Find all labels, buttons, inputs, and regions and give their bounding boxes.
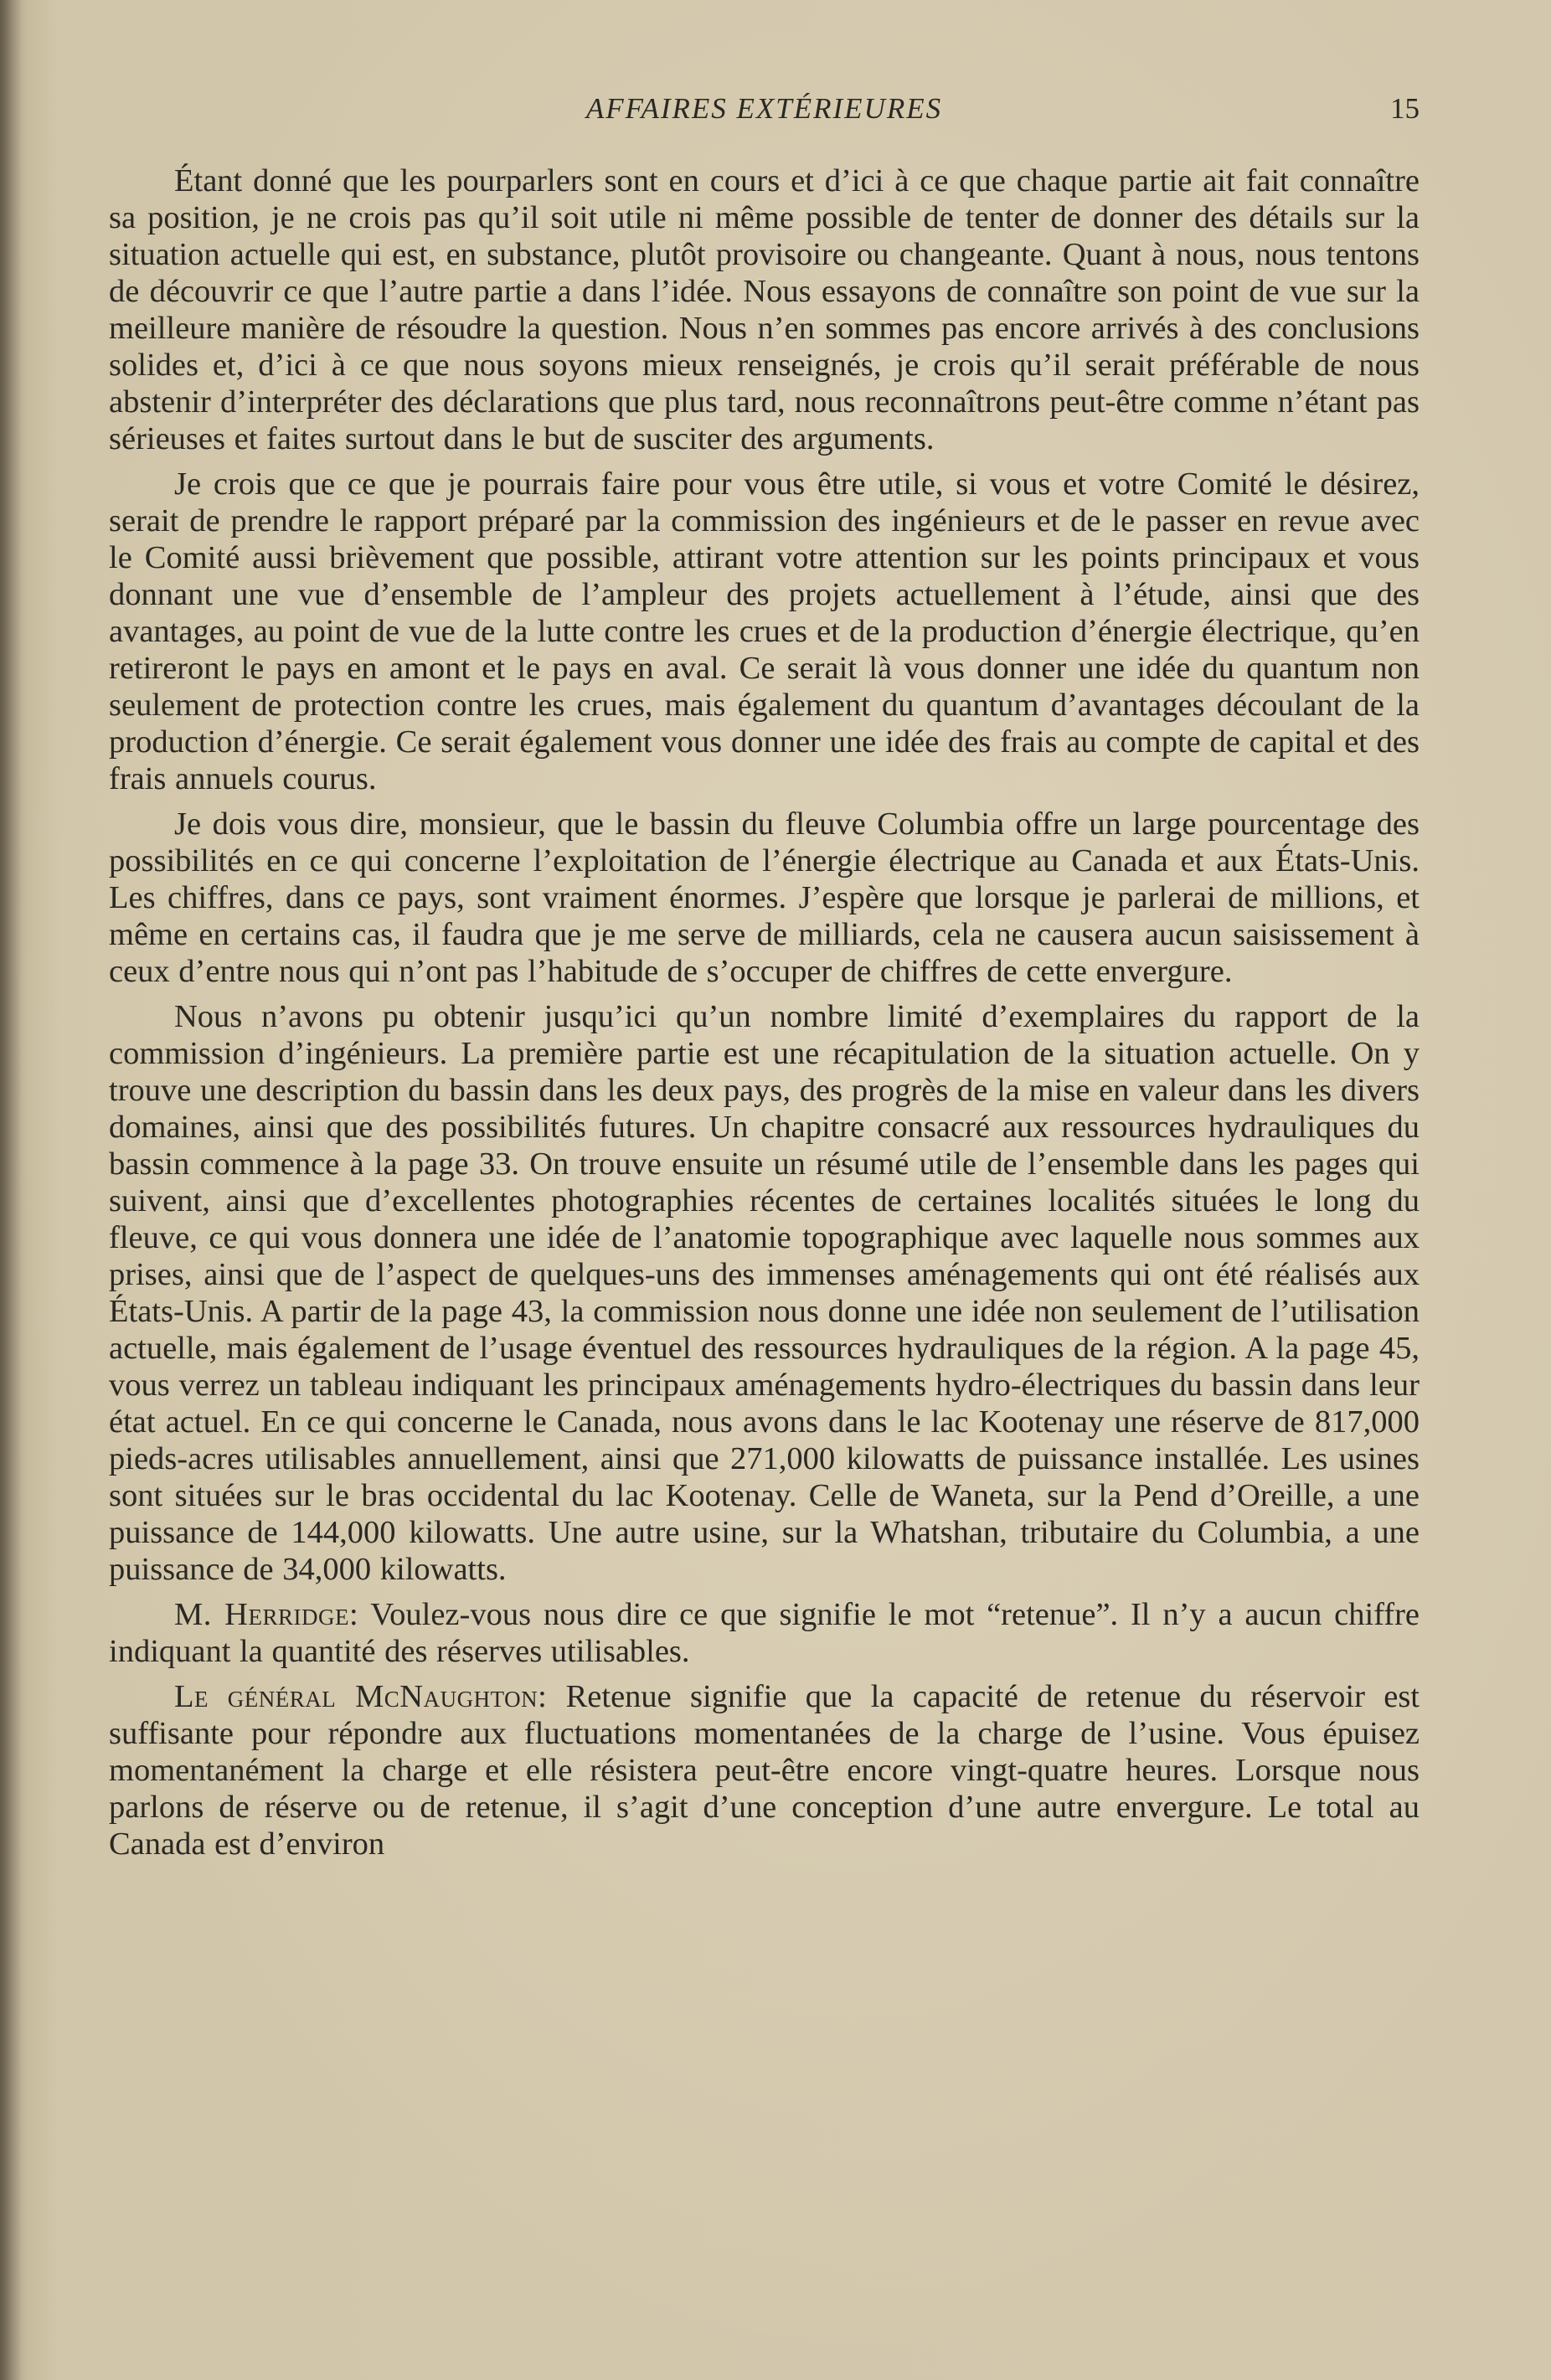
binding-shadow xyxy=(0,0,22,2380)
page-number: 15 xyxy=(1390,92,1420,125)
running-head xyxy=(109,90,1420,131)
paragraph-4 xyxy=(109,998,1420,1588)
paragraph-2 xyxy=(109,466,1420,797)
paragraph-3 xyxy=(109,806,1420,990)
running-title: AFFAIRES EXTÉRIEURES xyxy=(585,92,943,125)
paragraph-5 xyxy=(109,1596,1420,1670)
text-body xyxy=(109,162,1420,1871)
paragraph-1 xyxy=(109,162,1420,457)
paragraph-text: Retenue signifie que la capacité de retenue du réservoir est suffisante pour répondre aux fluctuations momentanées de la charge de l’usine. Vous épuisez momentanément la charge et elle résistera peut-être encore vingt-quatre heures. Lorsque nous parlons de réserve ou de retenue, il s’agit d’une conception d’une autre envergure. Le total au Canada est d’environ xyxy=(109,1679,1420,1862)
paragraph-text: Nous n’avons pu obtenir jusqu’ici qu’un nombre limité d’exemplaires du rapport de la commission d’ingénieurs. La première partie est une récapitulation de la situation actuelle. On y trouve une description du bassin dans les deux pays, des progrès de la mise en valeur dans les divers domaines, ainsi que des possibilités futures. Un chapitre consacré aux ressources hydrauliques du bassin commence à la page 33. On trouve ensuite un résumé utile de l’ensemble dans les pages qui suivent, ainsi que d’excellentes photographies récentes de certaines localités situées le long du fleuve, ce qui vous donnera une idée de l’anatomie topographique avec laquelle nous sommes aux prises, ainsi que de l’aspect de quelques-uns des immenses aménagements qui ont été réalisés aux États-Unis. A partir de la page 43, la commission nous donne une idée non seulement de l’utilisation actuelle, mais également de l’usage éventuel des ressources hydrauliques de la région. A la page 45, vous verrez un tableau indiquant les principaux aménagements hydro-électriques du bassin dans leur état actuel. En ce qui concerne le Canada, nous avons dans le lac Kootenay une réserve de 817,000 pieds-acres utilisables annuellement, ainsi que 271,000 kilowatts de puissance installée. Les usines sont situées sur le bras occidental du lac Kootenay. Celle de Waneta, sur la Pend d’Oreille, a une puissance de 144,000 kilowatts. Une autre usine, sur la Whatshan, tributaire du Columbia, a une puissance de 34,000 kilowatts. xyxy=(109,999,1420,1587)
speaker-name: M. Herridge: xyxy=(174,1597,359,1632)
paragraph-6 xyxy=(109,1678,1420,1862)
paragraph-text: Je crois que ce que je pourrais faire pour vous être utile, si vous et votre Comité le désirez, serait de prendre le rapport préparé par la commission des ingénieurs et de le passer en revue avec le Comité aussi brièvement que possible, attirant votre attention sur les points principaux et vous donnant une vue d’ensemble de l’ampleur des projets actuellement à l’étude, ainsi que des avantages, au point de vue de la lutte contre les crues et de la production d’énergie électrique, qu’en retireront le pays en amont et le pays en aval. Ce serait là vous donner une idée du quantum non seulement de protection contre les crues, mais également du quantum d’avantages découlant de la production d’énergie. Ce serait également vous donner une idée des frais au compte de capital et des frais annuels courus. xyxy=(109,466,1420,796)
paragraph-text: Voulez-vous nous dire ce que signifie le mot “retenue”. Il n’y a aucun chiffre indiquant la quantité des réserves utilisables. xyxy=(109,1597,1420,1669)
speaker-name: Le général McNaughton: xyxy=(174,1679,548,1714)
paragraph-text: Je dois vous dire, monsieur, que le bassin du fleuve Columbia offre un large pourcentage des possibilités en ce qui concerne l’exploitation de l’énergie électrique au Canada et aux États-Unis. Les chiffres, dans ce pays, sont vraiment énormes. J’espère que lorsque je parlerai de millions, et même en certains cas, il faudra que je me serve de milliards, cela ne causera aucun saisissement à ceux d’entre nous qui n’ont pas l’habitude de s’occuper de chiffres de cette envergure. xyxy=(109,806,1420,989)
paragraph-text: Étant donné que les pourparlers sont en cours et d’ici à ce que chaque partie ait fait connaître sa position, je ne crois pas qu’il soit utile ni même possible de tenter de donner des détails sur la situation actuelle qui est, en substance, plutôt provisoire ou changeante. Quant à nous, nous tentons de découvrir ce que l’autre partie a dans l’idée. Nous essayons de connaître son point de vue sur la meilleure manière de résoudre la question. Nous n’en sommes pas encore arrivés à des conclusions solides et, d’ici à ce que nous soyons mieux renseignés, je crois qu’il serait préférable de nous abstenir d’interpréter des déclarations que plus tard, nous reconnaîtrons peut-être comme n’étant pas sérieuses et faites surtout dans le but de susciter des arguments. xyxy=(109,163,1420,456)
